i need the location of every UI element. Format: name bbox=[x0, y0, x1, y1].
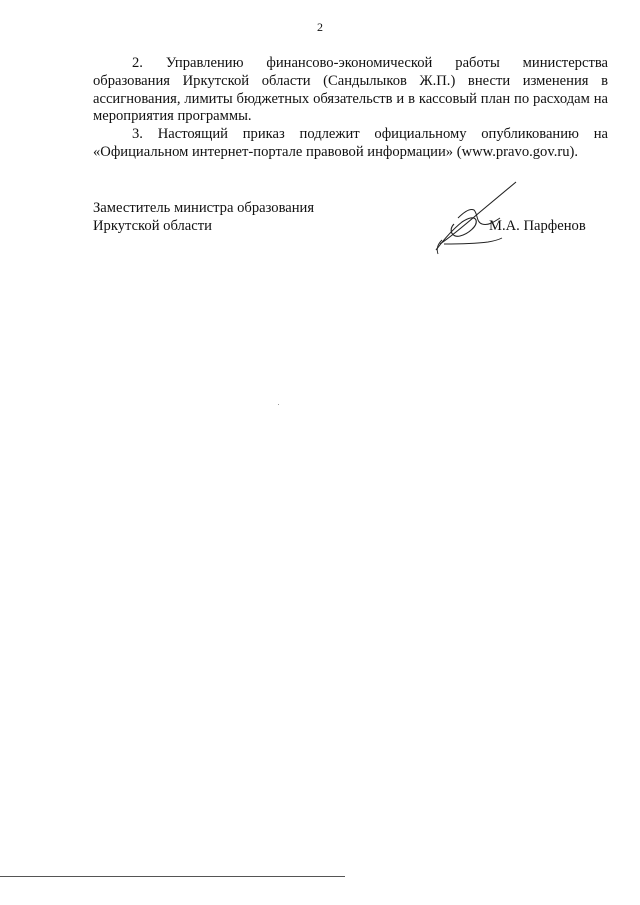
handwritten-signature bbox=[430, 178, 520, 258]
paragraph-2: 2. Управлению финансово-экономической работы министерства образования Иркутской области (Сандылыков Ж.П.) внести изменения в ассигнования, лимиты бюджетных обязательств и в кассовый план по расходам на мероприятия программы. bbox=[93, 55, 608, 125]
signer-position: Заместитель министра образования bbox=[93, 200, 315, 216]
page-number: 2 bbox=[317, 20, 323, 34]
paragraph-3: 3. Настоящий приказ подлежит официальному опубликованию на «Официальном интернет-портале правовой информации» (www.pravo.gov.ru). bbox=[93, 126, 608, 160]
scan-speck bbox=[278, 404, 279, 405]
footer-rule bbox=[0, 876, 345, 877]
signature-block bbox=[93, 199, 608, 235]
signer-region: Иркутской области bbox=[93, 218, 212, 234]
signer-name: М.А. Парфенов bbox=[489, 218, 586, 234]
document-body bbox=[93, 55, 608, 162]
